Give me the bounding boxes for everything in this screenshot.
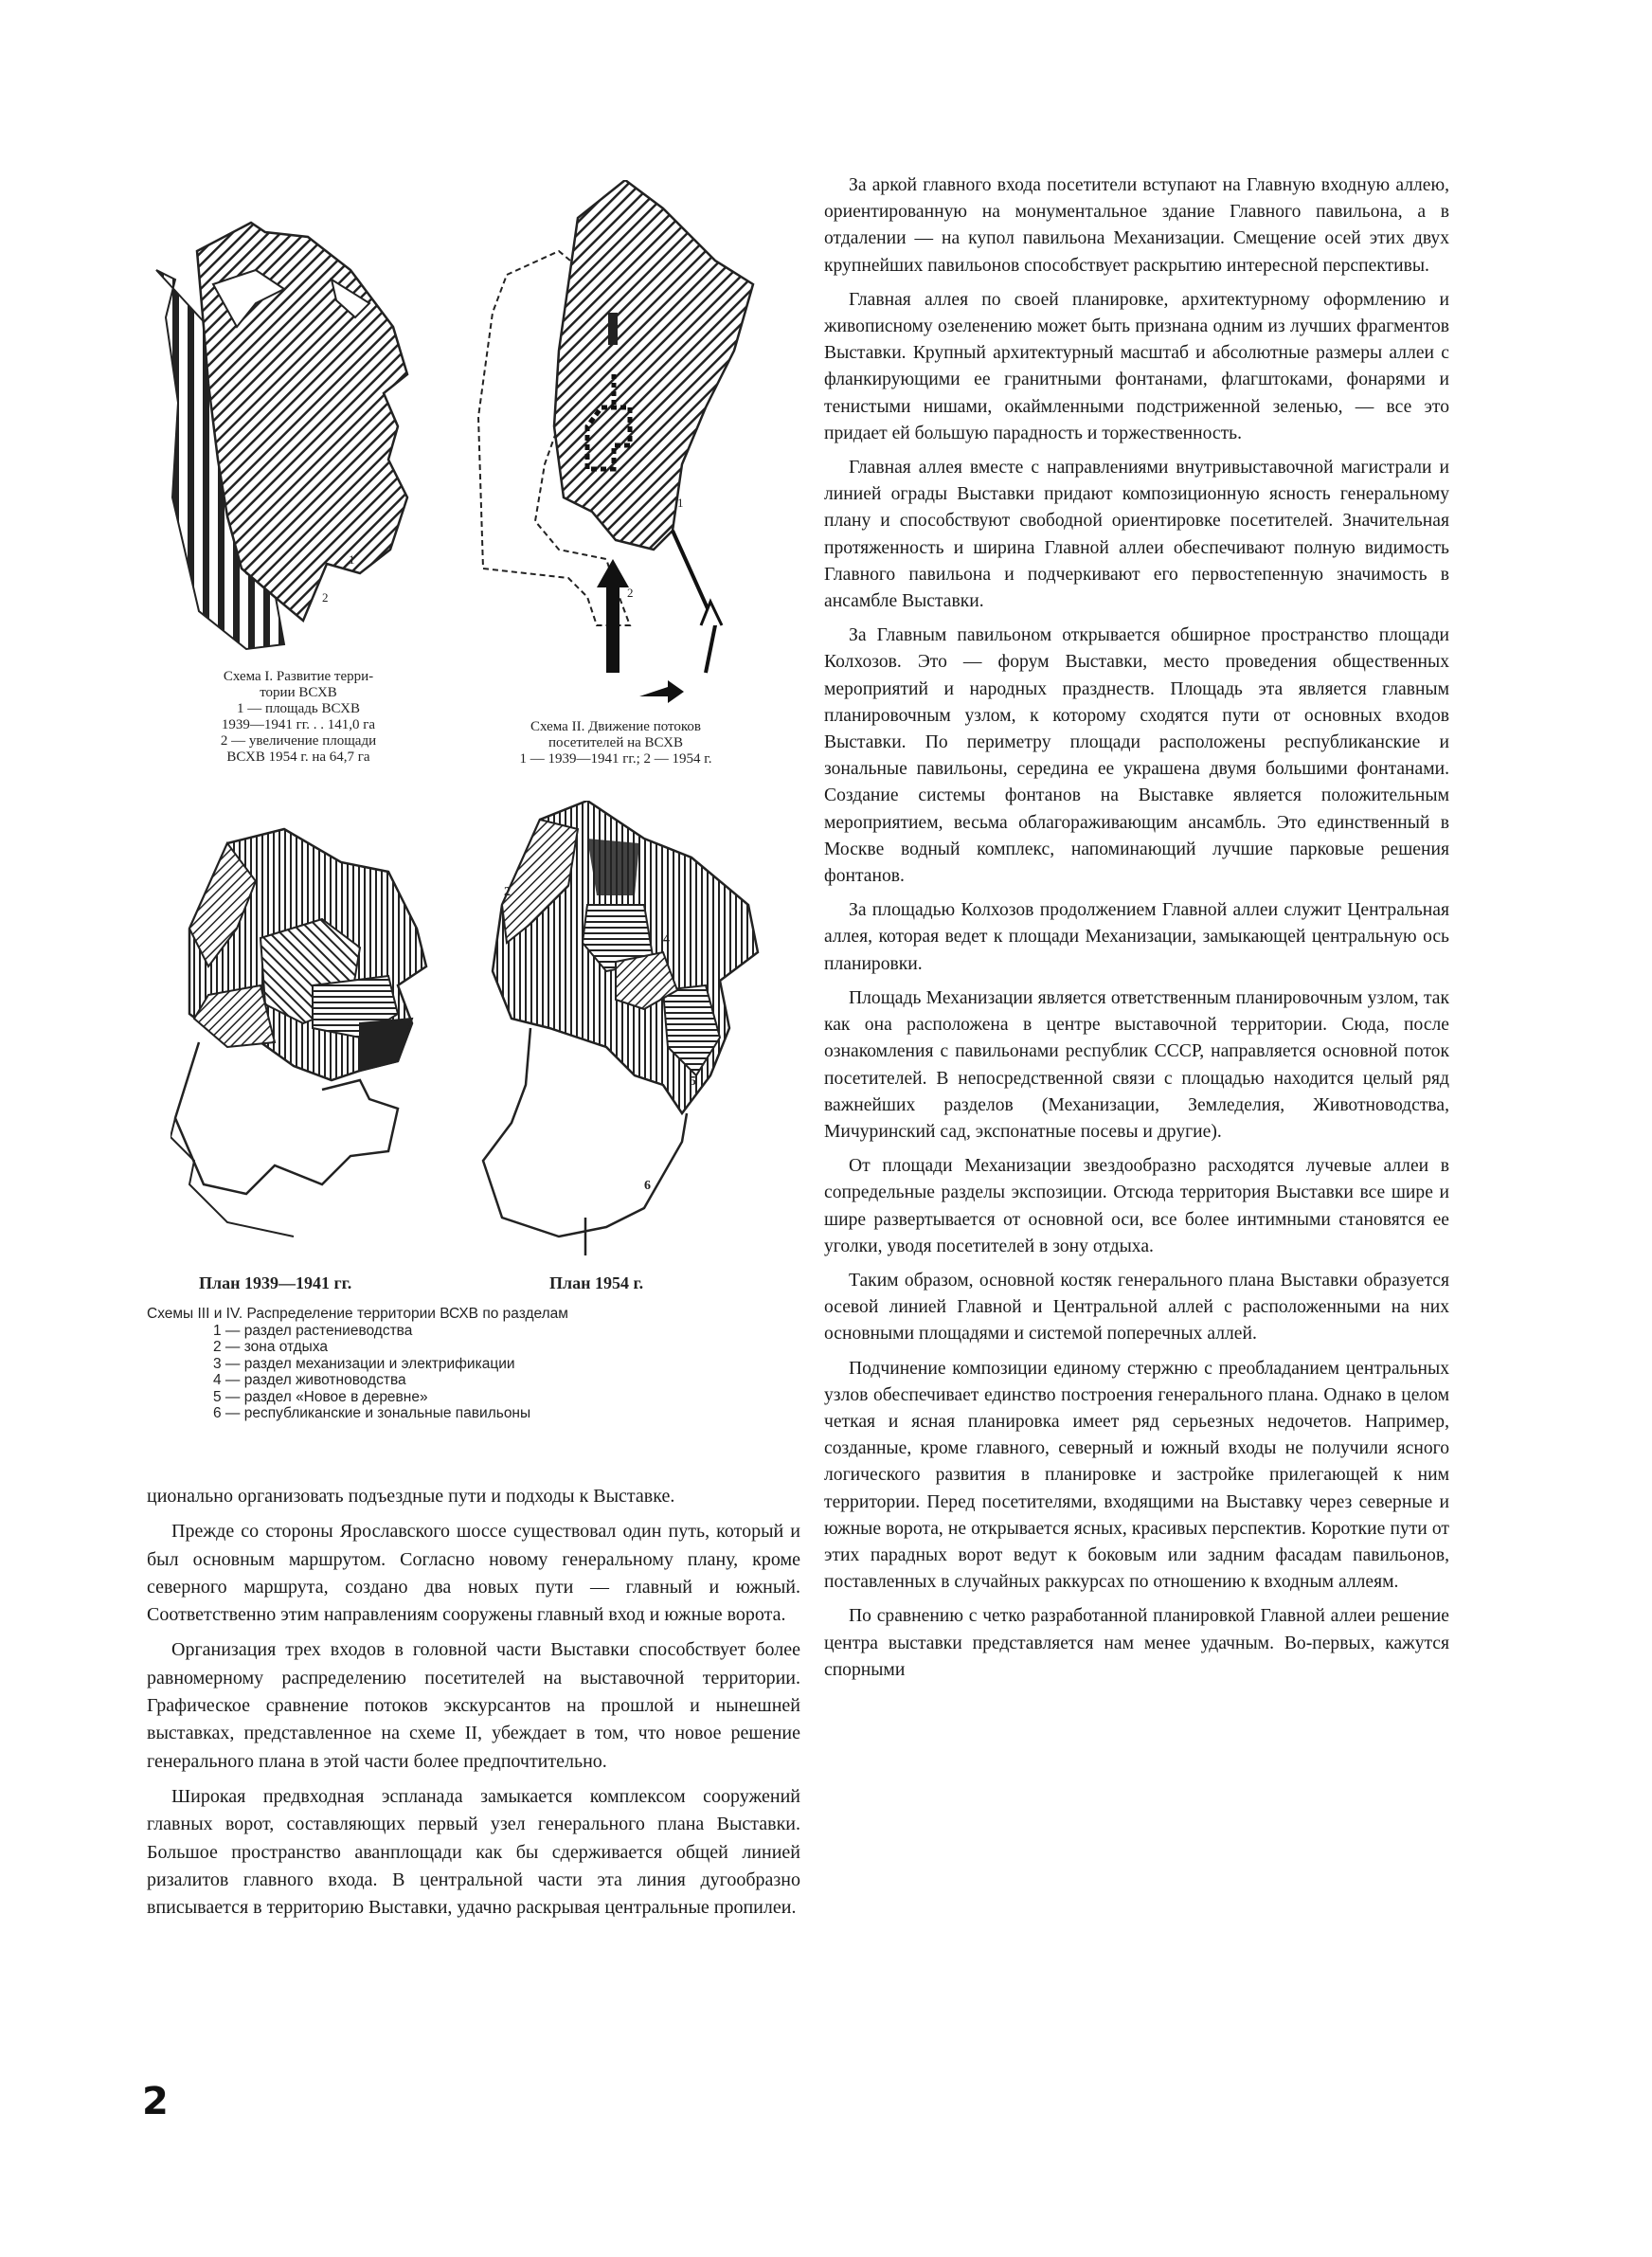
plan-1954-label-4: 4	[663, 932, 670, 947]
legend-heading: Схемы III и IV. Распределение территории ВСХВ по разделам	[147, 1306, 568, 1322]
paragraph: За площадью Колхозов продолжением Главной аллеи служит Центральная аллея, которая ведет к площади Механизации, замыкающей центральную ось планировки.	[824, 900, 1449, 974]
scheme-1-label-1: 1	[349, 552, 355, 567]
scheme-1-caption	[161, 669, 436, 766]
scheme-1-caption-line: тории ВСХВ	[260, 685, 337, 700]
scheme-1-label-2: 2	[322, 590, 329, 605]
legend-item: 2 — зона отдыха	[213, 1339, 329, 1355]
scheme-2-caption	[469, 719, 763, 767]
scheme-2-label-2: 2	[627, 586, 634, 600]
paragraph: За аркой главного входа посетители вступают на Главную входную аллею, ориентированную на монументальное здание Главного павильона, а в отдалении — на купол павильона Механизации. Смещение осей этих двух крупнейших павильонов способствует раскрытию интересной перспективы.	[824, 175, 1449, 276]
scheme-2-caption-line: посетителей на ВСХВ	[548, 735, 683, 750]
paragraph: Широкая предвходная эспланада замыкается комплексом сооружений главных ворот, составляющих первый узел генерального плана Выставки. Большое пространство аванплощади как бы сдерживается общей линией ризалитов главного входа. В центральной части эта линия дугообразно вписывается в территорию Выставки, удачно раскрывая центральные пропилеи.	[147, 1785, 800, 1919]
scheme-1-caption-line: Схема I. Развитие терри-	[223, 669, 374, 684]
plan-1954-label-5: 5	[690, 1074, 696, 1089]
plan-1954-label-2: 2	[504, 885, 511, 899]
scheme-1-map	[142, 213, 445, 659]
scheme-2-flow-arrow-1	[639, 680, 684, 703]
plan-1939-caption: План 1939—1941 гг.	[199, 1273, 352, 1292]
scheme-1-caption-line: ВСХВ 1954 г. на 64,7 га	[226, 749, 370, 765]
right-column-text	[824, 172, 1449, 1691]
legend-item: 6 — республиканские и зональные павильоны	[213, 1405, 531, 1421]
scheme-1-caption-line: 2 — увеличение площади	[220, 733, 377, 749]
scheme-1-caption-line: 1 — площадь ВСХВ	[237, 701, 360, 716]
schemes-legend	[147, 1306, 568, 1422]
paragraph: От площади Механизации звездообразно расходятся лучевые аллеи в сопредельные разделы экспозиции. Отсюда территория Выставки все шире и шире развертывается от основной оси, все более интимными становятся ее уголки, уводя посетителей в зону отдыха.	[824, 1156, 1449, 1256]
paragraph: Главная аллея вместе с направлениями внутривыставочной магистрали и линией ограды Выставки придают композиционную ясность генеральному плану и способствуют свободной ориентировке посетителей. Значительная протяженность и ширина Главной аллеи обеспечивают полную видимость Главного павильона и подчеркивают его первостепенную значимость в ансамбле Выставки.	[824, 458, 1449, 612]
scheme-1-caption-line: 1939—1941 гг. . . 141,0 га	[221, 717, 376, 732]
plan-1954-map	[474, 801, 777, 1255]
legend-item: 5 — раздел «Новое в деревне»	[213, 1388, 428, 1405]
scheme-2-label-1: 1	[677, 496, 684, 510]
legend-item: 1 — раздел растениеводства	[213, 1322, 413, 1339]
left-column-text	[147, 1483, 800, 1929]
plan-1954-caption: План 1954 г.	[549, 1273, 644, 1292]
paragraph: Прежде со стороны Ярославского шоссе существовал один путь, который и был основным маршрутом. Согласно новому генеральному плану, кроме северного маршрута, создано два новых пути — главный и южный. Соответственно этим направлениям сооружены главный вход и южные ворота.	[147, 1521, 800, 1626]
page-number: 2	[142, 2080, 169, 2123]
paragraph: Подчинение композиции единому стержню с преобладанием центральных узлов обеспечивает единство построения генерального плана. Однако в целом четкая и ясная планировка имеет ряд серьезных недочетов. Например, созданные, кроме главного, северный и южный входы не получили ясного логического развития в планировке и застройке прилегающей к ним территории. Перед посетителями, входящими на Выставку через северные и южные ворота, не открывается ясных, красивых перспектив. Короткие пути от этих парадных ворот ведут к боковым или задним фасадам павильонов, поставленных в случайных раккурсах по отношению к входным аллеям.	[824, 1358, 1449, 1593]
scheme-2-map	[474, 180, 777, 730]
scheme-2-caption-line: Схема II. Движение потоков	[530, 719, 701, 734]
scheme-2-caption-line: 1 — 1939—1941 гг.; 2 — 1954 г.	[519, 751, 712, 767]
scheme-2-flow-arrow-2	[597, 559, 629, 673]
plan-1954-label-6: 6	[644, 1179, 651, 1193]
paragraph: Таким образом, основной костяк генерального плана Выставки образуется осевой линией Главной и Центральной аллей с расположенными на них основными площадями и системой поперечных аллей.	[824, 1270, 1449, 1345]
paragraph: ционально организовать подъездные пути и подходы к Выставке.	[147, 1486, 675, 1507]
plan-1939-map	[171, 824, 455, 1241]
paragraph: Организация трех входов в головной части Выставки способствует более равномерному распределению посетителей на выставочной территории. Графическое сравнение потоков экскурсантов на прошлой и нынешней выставках, представленное на схеме II, убеждает в том, что новое решение генерального плана в этой части более предпочтительно.	[147, 1639, 800, 1772]
legend-item: 4 — раздел животноводства	[213, 1372, 406, 1388]
scheme-2-territory	[554, 180, 753, 550]
paragraph: Площадь Механизации является ответственным планировочным узлом, так как она расположена в центре выставочной территории. Сюда, после ознакомления с павильонами республик СССР, направляется основной поток посетителей. В непосредственной связи с площадью находится целый ряд важнейших разделов (Механизации, Земледелия, Животноводства, Мичуринский сад, экспонатные посевы и другие).	[824, 987, 1449, 1142]
legend-item: 3 — раздел механизации и электрификации	[213, 1355, 515, 1372]
paragraph: Главная аллея по своей планировке, архитектурному оформлению и живописному озеленению может быть признана одним из лучших фрагментов Выставки. Крупный архитектурный масштаб и абсолютные размеры аллеи с фланкирующими ее гранитными фонтанами, флагштоками, фонарями и тенистыми нишами, окаймленными подстриженной зеленью, — все это придает ей большую парадность и торжественность.	[824, 289, 1449, 443]
paragraph: По сравнению с четко разработанной планировкой Главной аллеи решение центра выставки представляется нам менее удачным. Во-первых, кажутся спорными	[824, 1606, 1449, 1680]
paragraph: За Главным павильоном открывается обширное пространство площади Колхозов. Это — форум Выставки, место проведения общественных мероприятий и народных празднеств. Площадь эта является главным планировочным узлом, к которому сходятся пути от основных входов Выставки. По периметру площади расположены республиканские и зональные павильоны, середина ее украшена двумя большими фонтанами. Создание системы фонтанов на Выставке является положительным мероприятием, весьма облагораживающим ансамбль. Это единственный в Москве водный комплекс, напоминающий лучшие парковые решения фонтанов.	[824, 625, 1449, 887]
